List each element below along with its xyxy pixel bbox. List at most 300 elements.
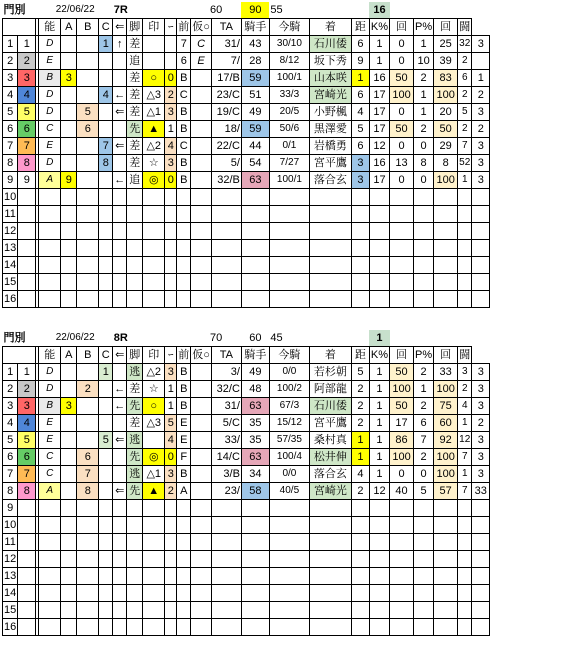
empty-cell [211,257,241,274]
prediction-mark: △2 [143,138,165,155]
ta-value: 43 [241,36,269,53]
empty-cell [165,568,177,585]
top-value-2: 90 [241,2,269,19]
col-header: 着 [309,19,351,36]
p-percent: 100 [434,449,458,466]
gate-number: 9 [18,172,36,189]
table-row[interactable] [3,189,490,206]
distance-cell: 17 [369,104,389,121]
col-b: 5 [77,104,99,121]
empty-cell [472,240,490,257]
count-1: 2 [414,121,434,138]
count-1: 1 [414,36,434,53]
col-header: 前 [177,347,191,364]
col-header: B [77,347,99,364]
table-row[interactable] [3,87,490,104]
row-number: 7 [3,138,18,155]
empty-cell [369,223,389,240]
empty-cell [39,206,61,223]
col-c [99,381,113,398]
running-style: 差 [127,155,143,172]
table-row[interactable] [3,500,490,517]
count-1: 1 [414,104,434,121]
col-a [61,36,77,53]
empty-cell [269,568,309,585]
race-date: 22/06/22 [55,4,95,15]
ta-value: 59 [241,121,269,138]
count-1: 0 [414,466,434,483]
finish-position: 3 [351,172,369,189]
k-percent: 17 [390,415,414,432]
col-header: 回 [434,19,458,36]
empty-cell [458,568,472,585]
arrow-cell [113,121,127,138]
table-row[interactable] [3,121,490,138]
empty-cell [177,602,191,619]
table-row[interactable] [3,155,490,172]
empty-cell [177,585,191,602]
k-percent: 86 [390,432,414,449]
empty-cell [165,223,177,240]
arrow-cell: ⇐ [113,483,127,500]
empty-cell [390,551,414,568]
arrow-cell: ← [113,398,127,415]
table-row[interactable] [3,223,490,240]
empty-cell [165,619,177,636]
empty-cell [269,274,309,291]
empty-cell [434,585,458,602]
provisional-rank: 23/ [211,483,241,500]
empty-cell [369,585,389,602]
empty-cell [177,619,191,636]
table-row[interactable] [3,291,490,308]
empty-cell [414,534,434,551]
empty-cell [177,517,191,534]
empty-cell [351,534,369,551]
col-a [61,155,77,172]
corner-cell [3,19,36,36]
row-number: 16 [3,291,18,308]
prediction-mark: ▲ [143,483,165,500]
gate-number: 2 [18,53,36,70]
running-style: 追 [127,53,143,70]
running-style: 差 [127,36,143,53]
k-percent: 40 [390,483,414,500]
race2-table [2,330,490,636]
running-style: 差 [127,104,143,121]
empty-cell [369,189,389,206]
table-row[interactable] [3,104,490,121]
empty-cell [458,619,472,636]
distance-cell: 17 [369,87,389,104]
empty-cell [39,534,61,551]
empty-cell [414,206,434,223]
col-header: P% [414,347,434,364]
empty-cell [143,602,165,619]
col-c [99,483,113,500]
table-row[interactable] [3,138,490,155]
empty-cell [458,602,472,619]
finish-position: 4 [351,466,369,483]
jockey-name: 松井伸 [309,449,351,466]
empty-cell [414,274,434,291]
ta-value: 63 [241,172,269,189]
col-a [61,432,77,449]
prediction-mark: ▲ [143,121,165,138]
col-a [61,415,77,432]
col-b [77,364,99,381]
distance-cell: 1 [369,466,389,483]
table-row[interactable] [3,619,490,636]
empty-cell [211,274,241,291]
empty-cell [61,602,77,619]
empty-cell [472,257,490,274]
top-value-3: 45 [270,332,283,344]
empty-cell [61,257,77,274]
count-1: 2 [414,70,434,87]
empty-cell [39,551,61,568]
fight-value: 3 [472,364,490,381]
prediction-mark [143,53,165,70]
empty-cell [77,568,99,585]
empty-cell [99,551,113,568]
ta-value: 51 [241,87,269,104]
front-grade: C [177,138,191,155]
empty-cell [177,223,191,240]
gate-number [18,257,36,274]
empty-cell [211,291,241,308]
jockey-name: 宮崎光 [309,87,351,104]
gate-number: 7 [18,138,36,155]
empty-cell [177,240,191,257]
dash-value: 1 [165,398,177,415]
empty-cell [39,619,61,636]
empty-cell [143,274,165,291]
empty-cell [39,517,61,534]
ta-value: 54 [241,155,269,172]
empty-cell [165,291,177,308]
table-row[interactable] [3,240,490,257]
p-percent: 100 [434,466,458,483]
empty-cell [309,602,351,619]
empty-cell [143,585,165,602]
dash-value: 2 [165,483,177,500]
col-header: 回 [390,347,414,364]
finish-position: 2 [351,483,369,500]
col-b [77,36,99,53]
count-2: 4 [458,398,472,415]
col-c: 4 [99,87,113,104]
empty-cell [269,602,309,619]
empty-cell [369,619,389,636]
running-style: 先 [127,483,143,500]
distance-cell: 1 [369,364,389,381]
front-grade: E [177,415,191,432]
dash-value: 3 [165,104,177,121]
provisional-rank: 3/B [211,466,241,483]
race-number: 7R [113,4,128,16]
jockey-name: 小野楓 [309,104,351,121]
empty-cell [113,585,127,602]
table-row[interactable] [3,398,490,415]
empty-cell [113,619,127,636]
front-sub [191,415,212,432]
running-style: 先 [127,449,143,466]
empty-cell [472,619,490,636]
empty-cell [77,206,99,223]
table-row[interactable] [3,172,490,189]
p-percent: 20 [434,104,458,121]
empty-cell [127,551,143,568]
col-b [77,53,99,70]
table-row[interactable] [3,257,490,274]
jockey-stat: 40/5 [269,483,309,500]
col-c: 1 [99,36,113,53]
empty-cell [61,619,77,636]
empty-cell [143,568,165,585]
fight-value: 3 [472,432,490,449]
gate-number: 6 [18,449,36,466]
finish-position: 6 [351,36,369,53]
ability-grade: C [39,121,61,138]
empty-cell [143,189,165,206]
count-1: 1 [414,381,434,398]
finish-position: 5 [351,121,369,138]
p-percent: 29 [434,138,458,155]
col-c [99,70,113,87]
count-2: 12 [458,432,472,449]
ability-grade: E [39,138,61,155]
p-percent: 100 [434,172,458,189]
empty-cell [39,240,61,257]
table-row[interactable] [3,70,490,87]
col-c [99,415,113,432]
table-row[interactable] [3,381,490,398]
row-number: 1 [3,36,18,53]
empty-cell [211,551,241,568]
table-row[interactable] [3,449,490,466]
running-style: 差 [127,70,143,87]
empty-cell [127,240,143,257]
table-row[interactable] [3,534,490,551]
fight-value [472,53,490,70]
count-1: 8 [414,155,434,172]
empty-cell [143,240,165,257]
k-percent: 50 [390,364,414,381]
front-grade: F [177,449,191,466]
gate-number [18,223,36,240]
front-sub [191,364,212,381]
front-grade: B [177,70,191,87]
count-2: 5 [458,104,472,121]
table-row[interactable] [3,517,490,534]
finish-position: 3 [351,155,369,172]
ability-grade: D [39,104,61,121]
empty-cell [143,517,165,534]
table-row[interactable] [3,206,490,223]
table-row[interactable] [3,36,490,53]
col-c: 7 [99,138,113,155]
k-percent: 50 [390,398,414,415]
count-2: 7 [458,449,472,466]
jockey-name: 宮平鷹 [309,415,351,432]
col-header: TA [211,347,241,364]
distance-cell: 12 [369,483,389,500]
ta-value: 63 [241,449,269,466]
empty-cell [77,257,99,274]
col-header: C [99,347,113,364]
col-header: K% [369,347,389,364]
empty-cell [369,602,389,619]
ta-value: 35 [241,415,269,432]
col-c: 8 [99,155,113,172]
col-a: 3 [61,398,77,415]
gate-number [18,500,36,517]
provisional-rank: 31/ [211,36,241,53]
empty-cell [191,500,212,517]
empty-cell [414,257,434,274]
row-number: 13 [3,568,18,585]
empty-cell [390,240,414,257]
col-header: 脚 [127,19,143,36]
empty-cell [351,619,369,636]
jockey-stat: 0/0 [269,364,309,381]
empty-cell [177,274,191,291]
fight-value: 3 [472,449,490,466]
col-c [99,398,113,415]
ta-value: 49 [241,364,269,381]
jockey-name: 黒澤愛 [309,121,351,138]
empty-cell [77,240,99,257]
empty-cell [191,619,212,636]
col-a [61,121,77,138]
empty-cell [351,568,369,585]
gate-number: 5 [18,432,36,449]
empty-cell [241,568,269,585]
top-value-1: 70 [209,332,223,344]
jockey-stat: 67/3 [269,398,309,415]
empty-cell [472,274,490,291]
col-header: A [61,19,77,36]
empty-cell [309,517,351,534]
top-value-2: 60 [249,332,262,344]
empty-cell [127,500,143,517]
empty-cell [165,206,177,223]
jockey-name: 宮平鷹 [309,155,351,172]
table-row[interactable] [3,602,490,619]
dash-value: 0 [165,449,177,466]
distance-cell: 16 [369,70,389,87]
ability-grade: C [39,466,61,483]
gate-number [18,517,36,534]
empty-cell [211,619,241,636]
empty-cell [211,206,241,223]
finish-position: 9 [351,53,369,70]
empty-cell [269,240,309,257]
venue-label: 門別 [3,4,26,16]
fight-value: 33 [472,483,490,500]
jockey-name: 若杉朝 [309,364,351,381]
front-grade: B [177,121,191,138]
empty-cell [191,517,212,534]
front-grade: 7 [177,36,191,53]
empty-cell [77,223,99,240]
dash-value: 4 [165,432,177,449]
gate-number [18,291,36,308]
col-a [61,483,77,500]
empty-cell [434,568,458,585]
provisional-rank: 32/C [211,381,241,398]
empty-cell [77,189,99,206]
col-c: 1 [99,364,113,381]
jockey-name: 石川倭 [309,36,351,53]
table-row[interactable] [3,432,490,449]
jockey-name: 桑村真 [309,432,351,449]
running-style: 逃 [127,432,143,449]
row-number: 10 [3,517,18,534]
empty-cell [77,551,99,568]
table-row[interactable] [3,568,490,585]
ability-grade: B [39,398,61,415]
empty-cell [369,274,389,291]
front-sub [191,432,212,449]
jockey-name: 山本咲 [309,70,351,87]
table-row[interactable] [3,585,490,602]
jockey-stat: 33/3 [269,87,309,104]
empty-cell [113,223,127,240]
empty-cell [191,551,212,568]
count-2: 6 [458,70,472,87]
jockey-name: 坂下秀 [309,53,351,70]
empty-cell [77,274,99,291]
dash-value [165,36,177,53]
table-row[interactable] [3,483,490,500]
prediction-mark: △2 [143,364,165,381]
col-header: 距 [351,347,369,364]
empty-cell [77,534,99,551]
empty-cell [241,517,269,534]
table-row[interactable] [3,551,490,568]
ability-grade: C [39,449,61,466]
table-row[interactable] [3,466,490,483]
empty-cell [99,189,113,206]
jockey-stat: 15/12 [269,415,309,432]
prediction-mark: △1 [143,466,165,483]
empty-cell [191,602,212,619]
col-b [77,398,99,415]
table-row[interactable] [3,364,490,381]
col-header: C [99,19,113,36]
front-grade: E [177,432,191,449]
empty-cell [390,223,414,240]
empty-cell [127,534,143,551]
count-2: 7 [458,483,472,500]
prediction-mark: △1 [143,104,165,121]
table-row[interactable] [3,53,490,70]
col-header: 騎手 [241,19,269,36]
prediction-mark: ◎ [143,449,165,466]
row-number: 2 [3,53,18,70]
front-grade: B [177,155,191,172]
empty-cell [113,189,127,206]
jockey-name: 宮崎光 [309,483,351,500]
empty-cell [434,602,458,619]
row-number: 16 [3,619,18,636]
table-row[interactable] [3,274,490,291]
ta-value: 28 [241,53,269,70]
table-row[interactable] [3,415,490,432]
empty-cell [369,291,389,308]
